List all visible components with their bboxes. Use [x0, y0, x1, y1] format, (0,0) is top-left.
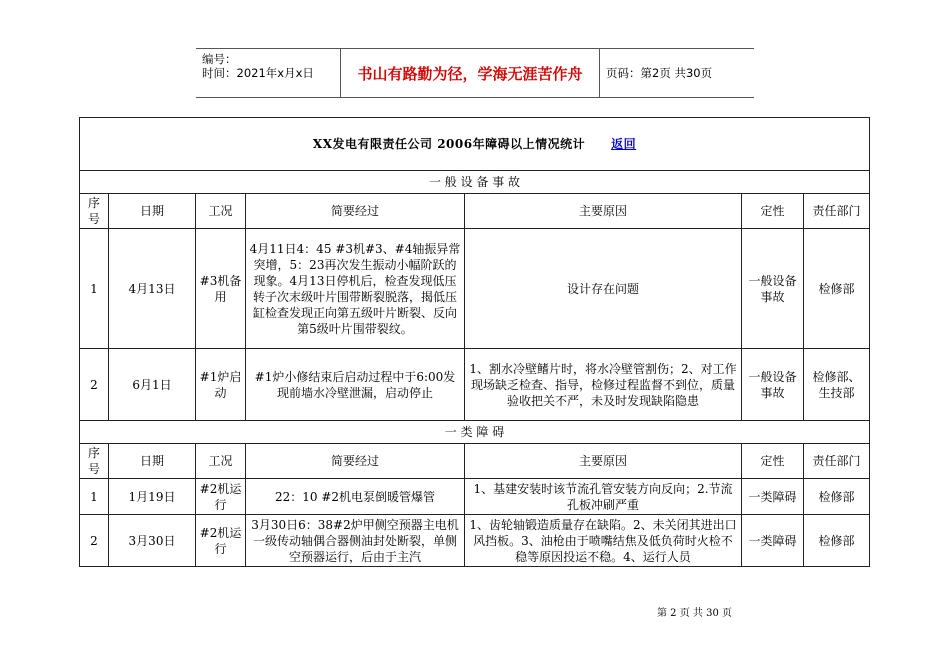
cell-dept: 检修部: [804, 515, 870, 567]
column-header-dept: 责任部门: [804, 194, 870, 229]
column-header-summary: 简要经过: [246, 444, 465, 479]
cell-summary: 4月11日4：45 #3机#3、#4轴振异常突增，5：23再次发生振动小幅阶跃的现象。4月13日停机后，检查发现低压转子次末级叶片围带断裂脱落，揭低压缸检查发现正向第五级叶片断裂、反向第5级叶片围带裂纹。: [246, 229, 465, 349]
header-meta: [202, 49, 342, 97]
cell-summary: #1炉小修结束后启动过程中于6:00发现前墙水冷壁泄漏，启动停止: [246, 349, 465, 421]
cell-cause: 1、基建安装时该节流孔管安装方向反向；2.节流孔板冲刷严重: [465, 479, 742, 515]
column-header-nature: 定性: [742, 444, 804, 479]
cell-dept: 检修部: [804, 229, 870, 349]
cell-no: 2: [80, 515, 109, 567]
cell-condition: #3机备用: [196, 229, 246, 349]
cell-date: 6月1日: [109, 349, 196, 421]
section-title: 一 般 设 备 事 故: [80, 171, 870, 194]
column-header-cause: 主要原因: [465, 444, 742, 479]
column-header-condition: 工况: [196, 194, 246, 229]
table-row: [80, 229, 870, 349]
cell-condition: #2机运行: [196, 515, 246, 567]
column-header-summary: 简要经过: [246, 194, 465, 229]
cell-summary: 3月30日6：38#2炉甲侧空预器主电机一级传动轴偶合器侧油封处断裂，单侧空预器运行，后由于主汽: [246, 515, 465, 567]
column-header-cause: 主要原因: [465, 194, 742, 229]
header-motto: 书山有路勤为径，学海无涯苦作舟: [340, 49, 600, 97]
header-page-label: 页码：第2页 共30页: [606, 66, 713, 80]
column-header-date: 日期: [109, 444, 196, 479]
cell-nature: 一类障碍: [742, 479, 804, 515]
cell-cause: 1、割水冷壁鳍片时，将水冷壁管割伤；2、对工作现场缺乏检查、指导，检修过程监督不到位，质量验收把关不严，未及时发现缺陷隐患: [465, 349, 742, 421]
table-title: XX发电有限责任公司 2006年障碍以上情况统计: [312, 137, 586, 151]
cell-condition: #2机运行: [196, 479, 246, 515]
cell-no: 1: [80, 229, 109, 349]
date-label: 时间：2021年x月x日: [202, 66, 314, 80]
cell-dept: 检修部: [804, 479, 870, 515]
column-header-nature: 定性: [742, 194, 804, 229]
statistics-table: [79, 117, 870, 567]
column-header-dept: 责任部门: [804, 444, 870, 479]
column-header-condition: 工况: [196, 444, 246, 479]
cell-date: 1月19日: [109, 479, 196, 515]
return-link[interactable]: 返回: [611, 137, 637, 151]
document-header: [196, 48, 754, 98]
cell-nature: 一般设备事故: [742, 349, 804, 421]
cell-nature: 一般设备事故: [742, 229, 804, 349]
table-row: [80, 349, 870, 421]
cell-nature: 一类障碍: [742, 515, 804, 567]
cell-date: 3月30日: [109, 515, 196, 567]
cell-cause: 设计存在问题: [465, 229, 742, 349]
column-header-date: 日期: [109, 194, 196, 229]
cell-date: 4月13日: [109, 229, 196, 349]
cell-summary: 22：10 #2机电泵倒暖管爆管: [246, 479, 465, 515]
column-header-no: 序号: [80, 444, 109, 479]
section-title: 一 类 障 碍: [80, 421, 870, 444]
page-footer: 第 2 页 共 30 页: [657, 608, 732, 619]
cell-no: 1: [80, 479, 109, 515]
cell-dept: 检修部、生技部: [804, 349, 870, 421]
cell-cause: 1、齿轮轴锻造质量存在缺陷。2、未关闭其进出口风挡板。3、油枪由于喷嘴结焦及低负荷时火检不稳等原因投运不稳。4、运行人员: [465, 515, 742, 567]
serial-label: 编号：: [202, 52, 237, 66]
table-row: [80, 515, 870, 567]
table-row: [80, 479, 870, 515]
column-header-no: 序号: [80, 194, 109, 229]
cell-condition: #1炉启动: [196, 349, 246, 421]
table-title-cell: [80, 118, 870, 171]
cell-no: 2: [80, 349, 109, 421]
